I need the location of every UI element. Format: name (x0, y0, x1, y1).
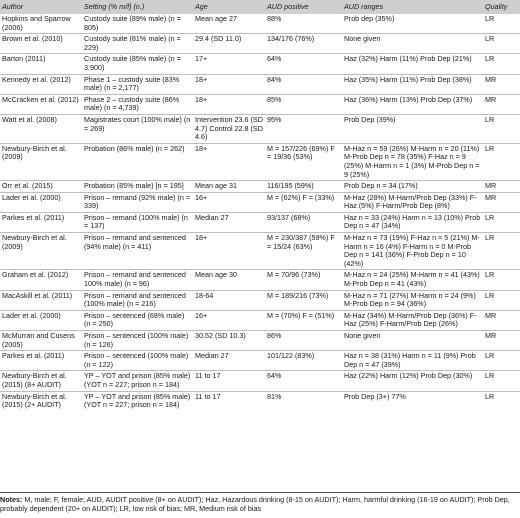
table-row (0, 391, 520, 411)
notes-text: M, male; F, female; AUD, AUDIT positive (8+ on AUDIT); Haz, Hazardous drinking (8-15 on AUDIT); Harm, harmful drinking (16-19 on AUDIT); Prob Dep, probably dependent (20+ on AUDIT); LR, low risk of bias; MR, Medium risk of bias (0, 495, 510, 514)
table-row (0, 54, 520, 74)
cell-age: 11 to 17 (195, 371, 221, 381)
cell-author: McMurran and Cusens (2005) (2, 331, 75, 349)
cell-age: Mean age 31 (195, 181, 237, 191)
cell-aud-ranges: M-Haz n = 24 (25%) M-Harm n = 41 (43%) M-Prob Dep n = 41 (43%) (344, 270, 480, 289)
col-header-aud-positive: AUD positive (265, 0, 342, 14)
cell-setting: Prison – remand and sentenced (100% male) (n = 216) (84, 290, 186, 309)
cell-aud-ranges: M-Haz (28%) M-Harm/Prob Dep (33%) F-Haz (5%) F-Harm/Prob Dep (8%) (344, 192, 477, 211)
cell-quality: LR (485, 34, 495, 44)
cell-setting: YP – YOT and prison (85% male) (YOT n = 227; prison n = 184) (84, 391, 191, 410)
cell-aud-ranges: M-Haz n = 73 (19%) F-Haz n = 5 (21%) M-Harm n = 16 (4%) F-Harm n = 0 M-Prob Dep n = 141 (36%) F-Prob Dep n = 10 (42%) (344, 233, 480, 268)
cell-quality: MR (485, 192, 497, 202)
cell-aud-ranges: M-Haz (34%) M-Harm/Prob Dep (36%) F-Haz (25%) F-Harm/Prob Dep (26%) (344, 310, 477, 329)
table-notes (0, 492, 520, 513)
cell-setting: Custody suite (85% male) (n = 3,900) (84, 54, 181, 72)
cell-aud-ranges: Haz (36%) Harm (13%) Prob Dep (37%) (344, 94, 473, 104)
cell-quality: LR (485, 14, 495, 23)
cell-quality: LR (485, 351, 495, 361)
col-header-quality: Quality (483, 0, 520, 14)
cell-aud-ranges: M-Haz n = 59 (26%) M-Harm n = 20 (11%) M-Prob Dep n = 78 (35%) F-Haz n = 9 (25%) M-Harm n = 1 (3%) M-Prob Dep n = 9 (25%) (344, 143, 480, 179)
cell-author: Graham et al. (2012) (2, 270, 69, 280)
cell-quality: LR (485, 371, 495, 381)
cell-aud-ranges: None given (344, 331, 381, 340)
cell-aud-positive: 101/122 (83%) (267, 351, 315, 361)
table-row (0, 212, 520, 232)
cell-aud-positive: 116/195 (59%) (267, 181, 314, 191)
cell-age: 11 to 17 (195, 391, 221, 401)
cell-age: 17+ (195, 54, 208, 64)
table-row (0, 143, 520, 180)
cell-quality: LR (485, 143, 495, 153)
col-header-author: Author (0, 0, 82, 14)
table-row (0, 94, 520, 114)
cell-age: Median 27 (195, 351, 229, 361)
cell-aud-positive: 86% (267, 331, 282, 340)
cell-author: Parkes et al. (2011) (2, 212, 65, 222)
cell-setting: Custody suite (81% male) (n = 229) (84, 34, 181, 52)
cell-aud-positive: 134/176 (76%) (267, 34, 315, 44)
cell-aud-positive: M = 157/226 (69%) F = 19/36 (53%) (267, 143, 335, 162)
header-row (0, 0, 520, 14)
cell-age: 29.4 (SD 11.0) (195, 34, 242, 44)
cell-aud-positive: M = 230/387 (59%) F = 15/24 (63%) (267, 233, 335, 251)
cell-quality: MR (485, 74, 497, 84)
cell-aud-positive: 64% (267, 371, 282, 381)
cell-author: Parkes et al. (2011) (2, 351, 65, 361)
cell-setting: Prison – remand (92% male) (n = 339) (84, 192, 191, 211)
table-body (0, 14, 520, 411)
cell-quality: MR (485, 331, 497, 340)
cell-author: Lader et al. (2000) (2, 192, 61, 202)
cell-aud-positive: M = 189/216 (73%) (267, 290, 329, 300)
table-row (0, 114, 520, 143)
table-row (0, 351, 520, 371)
cell-setting: Prison – sentenced (100% male) (n = 126) (84, 331, 189, 349)
cell-age: 30.52 (SD 10.3) (195, 331, 246, 340)
cell-age: 16+ (195, 310, 208, 320)
cell-setting: Magistrates court (100% male) (n = 269) (84, 114, 191, 133)
cell-setting: Prison – remand (100% male) (n = 137) (84, 212, 188, 231)
cell-author: Kennedy et al. (2012) (2, 74, 71, 84)
cell-aud-positive: 95% (267, 114, 282, 124)
cell-author: Newbury-Birch et al. (2015) (2+ AUDIT) (2, 391, 67, 410)
cell-setting: Custody suite (89% male) (n = 805) (84, 14, 181, 32)
cell-quality: MR (485, 181, 497, 191)
cell-aud-ranges: Prob Dep n = 34 (17%) (344, 181, 418, 191)
cell-author: Hopkins and Sparrow (2006) (2, 14, 71, 32)
cell-setting: Probation (86% male) (n = 262) (84, 143, 185, 153)
cell-age: Mean age 27 (195, 14, 237, 23)
table-row (0, 181, 520, 193)
cell-aud-ranges: Haz n = 33 (24%) Harm n = 13 (10%) Prob Dep n = 47 (34%) (344, 212, 481, 231)
table-row (0, 34, 520, 54)
table-row (0, 233, 520, 270)
notes-label: Notes: (0, 495, 23, 504)
cell-setting: Prison – sentenced (68% male) (n = 250) (84, 310, 185, 329)
cell-aud-positive: 85% (267, 94, 282, 104)
cell-author: Newbury-Birch et al. (2009) (2, 143, 67, 162)
cell-aud-ranges: Haz n = 38 (31%) Harm n = 11 (9%) Prob Dep n = 47 (39%) (344, 351, 476, 369)
cell-aud-positive: 64% (267, 54, 282, 64)
cell-author: Brown et al. (2010) (2, 34, 63, 44)
cell-age: Mean age 30 (195, 270, 237, 280)
cell-setting: Phase 2 – custody suite (86% male) (n = 4,739) (84, 94, 180, 113)
cell-setting: Prison – remand and sentenced 100% male) (n = 96) (84, 270, 186, 289)
cell-quality: MR (485, 94, 497, 104)
cell-quality: LR (485, 270, 495, 280)
cell-age: Median 27 (195, 212, 229, 222)
cell-setting: Prison – remand and sentenced (94% male) (n = 411) (84, 233, 186, 251)
cell-author: Orr et al. (2015) (2, 181, 53, 191)
cell-author: MacAskill et al. (2011) (2, 290, 73, 300)
cell-author: Lader et al. (2000) (2, 310, 61, 320)
col-header-age: Age (193, 0, 265, 14)
table-row (0, 74, 520, 94)
cell-age: 16+ (195, 192, 208, 202)
cell-author: Watt et al. (2008) (2, 114, 57, 124)
cell-age: 18+ (195, 74, 208, 84)
col-header-aud-ranges: AUD ranges (342, 0, 483, 14)
cell-author: Newbury-Birch et al. (2009) (2, 233, 67, 251)
cell-aud-positive: 81% (267, 391, 282, 401)
table-row (0, 192, 520, 212)
table-row (0, 290, 520, 310)
cell-age: 18+ (195, 233, 208, 243)
cell-setting: Prison – sentenced (100% male) (n = 122) (84, 351, 189, 369)
cell-author: McCracken et al. (2012) (2, 94, 79, 104)
cell-quality: LR (485, 212, 495, 222)
cell-aud-ranges: None given (344, 34, 381, 44)
cell-setting: Probation (85% male) [n = 195] (84, 181, 184, 191)
cell-aud-positive: M = 70/96 (73%) (267, 270, 321, 280)
cell-aud-ranges: Haz (32%) Harm (11%) Prob Dep (21%) (344, 54, 472, 64)
table-row (0, 371, 520, 391)
col-header-setting: Setting (% m/f) (n.) (82, 0, 193, 14)
cell-aud-ranges: M-Haz n = 71 (27%) M-Harm n = 24 (9%) M-Prob Dep n = 94 (36%) (344, 290, 476, 309)
cell-age: 18+ (195, 94, 208, 104)
cell-aud-positive: M = (62%) F = (33%) (267, 192, 335, 202)
cell-aud-ranges: Prob Dep (3+) 77% (344, 391, 406, 401)
cell-aud-ranges: Haz (35%) Harm (11%) Prob Dep (38%) (344, 74, 472, 84)
cell-quality: LR (485, 290, 495, 300)
cell-quality: LR (485, 233, 495, 243)
cell-aud-ranges: Prob dep (35%) (344, 14, 395, 23)
cell-aud-positive: M = (70%) F = (51%) (267, 310, 335, 320)
cell-age: Intervention 23.6 (SD 4.7) Control 22.8 (SD 4.6) (195, 114, 263, 142)
cell-quality: MR (485, 310, 497, 320)
cell-aud-positive: 84% (267, 74, 282, 84)
table-row (0, 331, 520, 351)
cell-quality: LR (485, 391, 495, 401)
cell-quality: LR (485, 54, 495, 64)
cell-aud-positive: 93/137 (68%) (267, 212, 311, 222)
table-row (0, 14, 520, 34)
cell-quality: LR (485, 114, 495, 124)
cell-aud-ranges: Prob Dep (39%) (344, 114, 396, 124)
cell-age: 18-64 (195, 290, 214, 300)
table-row (0, 310, 520, 330)
table-row (0, 270, 520, 290)
cell-setting: Phase 1 – custody suite (83% male) (n = 2,177) (84, 74, 180, 93)
cell-aud-ranges: Haz (22%) Harm (12%) Prob Dep (30%) (344, 371, 473, 381)
cell-author: Newbury-Birch et al. (2015) (8+ AUDIT) (2, 371, 67, 389)
cell-setting: YP – YOT and prison (85% male) (YOT n = 227; prison n = 184) (84, 371, 191, 389)
cell-author: Barton (2011) (2, 54, 46, 64)
cell-age: 18+ (195, 143, 208, 153)
cell-aud-positive: 88% (267, 14, 282, 23)
